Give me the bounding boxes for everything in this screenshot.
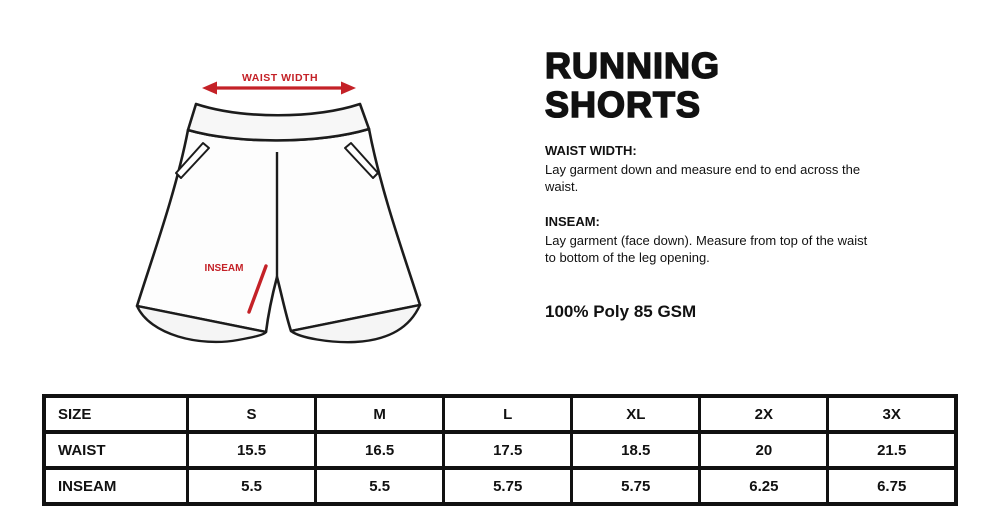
size-table: [42, 394, 958, 506]
inseam-value-m: 5.5: [316, 468, 444, 504]
col-header-m: M: [316, 396, 444, 432]
table-row-inseam: [44, 468, 956, 504]
table-row-waist: [44, 432, 956, 468]
product-title-line1: RUNNING: [545, 45, 720, 86]
inseam-value-s: 5.5: [188, 468, 316, 504]
inseam-value-l: 5.75: [444, 468, 572, 504]
inseam-value-xl: 5.75: [572, 468, 700, 504]
inseam-value-3x: 6.75: [828, 468, 956, 504]
col-header-2x: 2X: [700, 396, 828, 432]
inseam-body: Lay garment (face down). Measure from top of the waist to bottom of the leg opening.: [545, 233, 868, 265]
col-header-l: L: [444, 396, 572, 432]
material-note: 100% Poly 85 GSM: [545, 302, 697, 321]
waist-width-instructions: [545, 143, 895, 195]
col-header-size: SIZE: [44, 396, 188, 432]
inseam-heading: INSEAM:: [545, 214, 600, 229]
product-title-line2: SHORTS: [545, 84, 702, 125]
col-header-xl: XL: [572, 396, 700, 432]
col-header-s: S: [188, 396, 316, 432]
product-title: [545, 46, 895, 124]
waist-value-m: 16.5: [316, 432, 444, 468]
row-label-inseam: INSEAM: [44, 468, 188, 504]
waist-width-body: Lay garment down and measure end to end across the waist.: [545, 162, 861, 194]
waist-value-2x: 20: [700, 432, 828, 468]
info-column: [545, 46, 895, 322]
shorts-waistband: [188, 104, 369, 140]
waist-value-l: 17.5: [444, 432, 572, 468]
waist-value-s: 15.5: [188, 432, 316, 468]
waist-width-heading: WAIST WIDTH:: [545, 143, 637, 158]
waist-value-3x: 21.5: [828, 432, 956, 468]
waist-width-label: WAIST WIDTH: [241, 72, 319, 84]
col-header-3x: 3X: [828, 396, 956, 432]
inseam-label: INSEAM: [204, 263, 244, 274]
row-label-waist: WAIST: [44, 432, 188, 468]
inseam-instructions: [545, 214, 895, 266]
shorts-body: [137, 129, 420, 332]
inseam-value-2x: 6.25: [700, 468, 828, 504]
size-table-header-row: [44, 396, 956, 432]
waist-value-xl: 18.5: [572, 432, 700, 468]
